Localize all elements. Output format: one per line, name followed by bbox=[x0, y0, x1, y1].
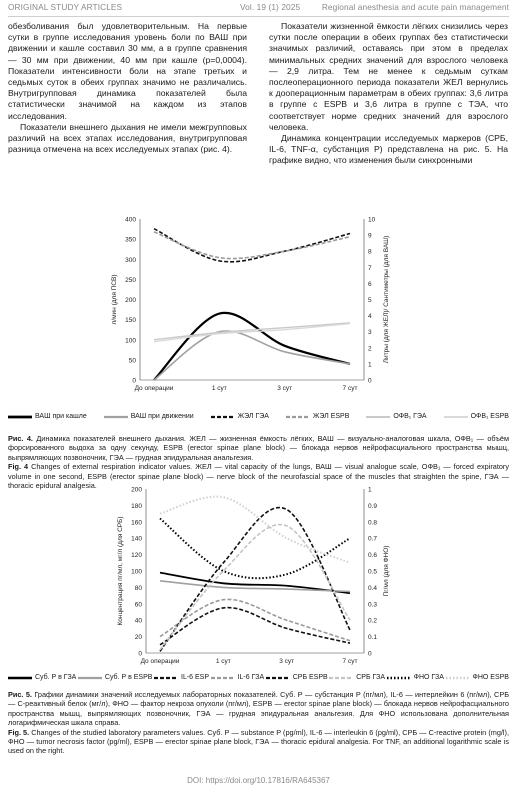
y2-tick-label: 0.2 bbox=[368, 617, 378, 625]
y2-tick-label: 7 bbox=[368, 264, 372, 272]
y2-tick-label: 0.3 bbox=[368, 601, 378, 609]
figure-5-caption bbox=[8, 690, 509, 756]
legend-label: ВАШ при движении bbox=[130, 413, 194, 420]
paragraph: обезболивания был удовлетворительным. На первые сутки в группе исследования уровень боли по ВАШ при движении и кашле составил 30 мм, а в группе сравнения — 30 мм при движении, 40 мм при кашле (p=0,0004). Показатели интенсивности боли на этапе третьих и седьмых суток в обеих группах значимо не различались. Внутригрупповая динамика показателей была статистически значимой на каждом из этапов исследования. bbox=[8, 21, 247, 121]
legend-item bbox=[211, 413, 269, 420]
series-line bbox=[160, 608, 350, 645]
series-line bbox=[154, 313, 350, 380]
x-tick-label: 7 сут bbox=[342, 658, 358, 665]
y2-tick-label: 0.1 bbox=[368, 634, 378, 642]
y-tick-label: 80 bbox=[134, 584, 142, 592]
x-tick-label: До операции bbox=[134, 385, 174, 392]
legend-swatch bbox=[8, 414, 32, 420]
figure-5-chart bbox=[0, 485, 517, 673]
x-tick-label: 1 сут bbox=[215, 658, 231, 665]
y-tick-label: 100 bbox=[125, 337, 136, 345]
y2-tick-label: 2 bbox=[368, 345, 372, 353]
legend-swatch bbox=[211, 414, 235, 420]
legend-swatch bbox=[366, 414, 390, 420]
legend-swatch bbox=[8, 675, 32, 681]
y-tick-label: 20 bbox=[134, 634, 142, 642]
y2-tick-label: 9 bbox=[368, 232, 372, 240]
y-tick-label: 140 bbox=[131, 535, 142, 543]
legend-swatch bbox=[446, 675, 470, 681]
y-tick-label: 120 bbox=[131, 552, 142, 560]
figure-4-caption bbox=[8, 434, 509, 490]
legend-swatch bbox=[286, 414, 310, 420]
y-tick-label: 60 bbox=[134, 601, 142, 609]
series-line bbox=[154, 232, 350, 259]
y-tick-label: 250 bbox=[125, 276, 136, 284]
y-tick-label: 160 bbox=[131, 519, 142, 527]
legend-item bbox=[154, 674, 209, 681]
y2-axis-title: Пг/мл (для ФНО) bbox=[383, 545, 390, 597]
running-header bbox=[8, 2, 509, 14]
legend-item bbox=[78, 674, 153, 681]
paragraph: Динамика концентрации исследуемых маркеров (СРБ, IL-6, TNF-α, субстанция Р) представлена на рис. 5. На графике видно, что изменения были синхронными bbox=[269, 133, 508, 166]
series-line bbox=[160, 519, 350, 579]
y2-tick-label: 0 bbox=[368, 377, 372, 385]
y2-tick-label: 5 bbox=[368, 297, 372, 304]
legend-item bbox=[446, 674, 509, 681]
legend-item bbox=[8, 413, 87, 420]
legend-label: ОФВ₁ ГЭА bbox=[393, 413, 427, 420]
series-line bbox=[160, 599, 350, 640]
y2-tick-label: 0 bbox=[368, 650, 372, 658]
y-tick-label: 300 bbox=[125, 256, 136, 264]
x-tick-label: До операции bbox=[140, 658, 180, 665]
y-tick-label: 200 bbox=[125, 297, 136, 304]
legend-label: Суб. Р в ГЗА bbox=[35, 674, 77, 681]
legend-swatch bbox=[266, 675, 290, 681]
figure-5-legend bbox=[8, 674, 509, 681]
legend-label: ВАШ при кашле bbox=[35, 413, 87, 420]
y2-tick-label: 0.6 bbox=[368, 552, 378, 560]
y-tick-label: 50 bbox=[128, 357, 136, 365]
legend-swatch bbox=[154, 675, 178, 681]
legend-item bbox=[8, 674, 76, 681]
y-tick-label: 350 bbox=[125, 236, 136, 244]
legend-label: СРБ ESPB bbox=[292, 674, 328, 681]
x-tick-label: 3 сут bbox=[277, 385, 293, 392]
paragraph: Показатели жизненной ёмкости лёгких снизились через сутки после операции в обеих группах без статистически значимых различий, оставаясь при этом в пределах минимальных средних значений для взрослого человека — 2,9 литра. Тем не менее к седьмым суткам послеоперационного периода показатели ЖЕЛ вернулись к дооперационным параметрам в обеих группах: 3,6 литра в группе с ESPB и 3,6 литра в группе с ТЭА, что соответствует норме средних значений для взрослого человека. bbox=[269, 21, 508, 132]
series-line bbox=[160, 508, 350, 652]
legend-item bbox=[104, 413, 194, 420]
series-line bbox=[160, 581, 350, 592]
doi-footer: DOI: https://doi.org/10.17816/RA645367 bbox=[187, 776, 330, 785]
legend-label: Суб. Р в ESPB bbox=[104, 674, 153, 681]
volume-label: Vol. 19 (1) 2025 bbox=[240, 2, 301, 12]
legend-item bbox=[329, 674, 385, 681]
y2-tick-label: 6 bbox=[368, 280, 372, 288]
series-line bbox=[160, 497, 350, 563]
y2-tick-label: 4 bbox=[368, 313, 372, 321]
legend-label: ФНО ESPB bbox=[472, 674, 509, 681]
section-label: ORIGINAL STUDY ARTICLES bbox=[8, 2, 123, 12]
y-tick-label: 40 bbox=[134, 617, 142, 625]
y-tick-label: 0 bbox=[138, 650, 142, 658]
legend-swatch bbox=[104, 414, 128, 420]
legend-swatch bbox=[211, 675, 235, 681]
text-column-left bbox=[8, 21, 247, 155]
y2-tick-label: 0.8 bbox=[368, 519, 378, 527]
legend-item bbox=[366, 413, 426, 420]
legend-item bbox=[444, 413, 509, 420]
legend-item bbox=[286, 413, 349, 420]
y-tick-label: 180 bbox=[131, 502, 142, 510]
text-column-right bbox=[269, 21, 508, 167]
caption-ru: Рис. 4. Динамика показателей внешнего дыхания. ЖЕЛ — жизненная ёмкость лёгких, ВАШ — визуально-аналоговая шкала, ОФВ₁ — объём форсированного выдоха за одну секунду, ESPB (erector spinae plane block) — блокада нервов нейрофасциального пространства мышц, выпрямляющих позвоночник, ГЭА — грудная эпидуральная анальгезия. bbox=[8, 434, 509, 462]
paragraph: Показатели внешнего дыхания не имели межгрупповых различий на всех этапах исследования, внутригрупповая разница отмечена на всех исследуемых этапах (рис. 4). bbox=[8, 121, 247, 155]
legend-label: ФНО ГЗА bbox=[413, 674, 444, 681]
legend-item bbox=[266, 674, 328, 681]
y2-tick-label: 1 bbox=[368, 486, 372, 494]
caption-ru: Рис. 5. Графики динамики значений исследуемых лабораторных показателей. Суб. Р — субстанция Р (пг/мл), IL-6 — интерлейкин 6 (пг/мл), СРБ — С-реактивный белок (мг/л), ФНО — фактор некроза опухоли (пг/мл), ESPB — erector spinae plane block) — блокада нервов нейрофасциального пространства мышц, выпрямляющих позвоночник, ГЭА — грудная эпидуральная анальгезия. Для ФНО использована дополнительная логарифмическая шкала справа. bbox=[8, 690, 509, 728]
caption-en: Fig. 5. Changes of the studied laboratory parameters values. Суб. Р — substance P (pg/ml), IL-6 — interleukin 6 (pg/ml), СРБ — C-reactive protein (mg/l), ФНО — tumor necrosis factor (pg/ml), ESPB — erector spinae plane block, ГЭА — thoracic epidural analgesia. For TNF, an additional logarithmic scale is used on the right. bbox=[8, 727, 509, 756]
legend-swatch bbox=[78, 675, 102, 681]
figure-4-legend bbox=[8, 413, 509, 420]
y-tick-label: 100 bbox=[131, 568, 142, 576]
y2-tick-label: 10 bbox=[368, 216, 376, 224]
legend-label: ЖЭЛ ESPB bbox=[312, 413, 350, 420]
y-tick-label: 150 bbox=[125, 317, 136, 325]
header-divider bbox=[8, 16, 509, 17]
series-line bbox=[154, 324, 350, 342]
legend-item bbox=[387, 674, 444, 681]
y-tick-label: 0 bbox=[132, 377, 136, 385]
legend-item bbox=[211, 674, 265, 681]
y-tick-label: 400 bbox=[125, 216, 136, 224]
journal-label: Regional anesthesia and acute pain management bbox=[321, 2, 509, 12]
y2-tick-label: 8 bbox=[368, 248, 372, 256]
y2-tick-label: 0.5 bbox=[368, 568, 378, 576]
y2-tick-label: 0.4 bbox=[368, 584, 378, 592]
y-axis-title: Концентрация пг/мл, мг/л (для СРБ) bbox=[117, 516, 124, 626]
x-tick-label: 7 сут bbox=[342, 385, 358, 392]
y2-tick-label: 0.7 bbox=[368, 535, 378, 543]
legend-swatch bbox=[329, 675, 353, 681]
legend-label: ОФВ₁ ESPB bbox=[470, 413, 509, 420]
legend-label: СРБ ГЗА bbox=[356, 674, 386, 681]
figure-4-chart bbox=[0, 212, 517, 412]
x-tick-label: 1 сут bbox=[211, 385, 227, 392]
y2-axis-title: Литры (для ЖЕЛ)/ Сантиметры (для ВАШ) bbox=[383, 235, 390, 364]
y2-tick-label: 1 bbox=[368, 361, 372, 369]
y-tick-label: 200 bbox=[131, 486, 142, 494]
legend-swatch bbox=[387, 675, 411, 681]
y2-tick-label: 0.9 bbox=[368, 502, 378, 510]
legend-swatch bbox=[444, 414, 468, 420]
legend-label: ЖЭЛ ГЭА bbox=[237, 413, 269, 420]
legend-label: IL-6 ГЗА bbox=[237, 674, 265, 681]
y-axis-title: л/мин (для ПСВ) bbox=[111, 274, 118, 325]
x-tick-label: 3 сут bbox=[279, 658, 295, 665]
y2-tick-label: 3 bbox=[368, 329, 372, 337]
caption-en: Fig. 4 Changes of external respiration indicator values. ЖЕЛ — vital capacity of the lungs, ВАШ — visual analogue scale, ОФВ₁ — forced expiratory volume in one second, ESPB (erector spinae plane block) — nerve block of the neurofascial space of the muscles that straighten the spine, ГЭА — thoracic epidural analgesia. bbox=[8, 462, 509, 491]
legend-label: IL-6 ESP bbox=[181, 674, 210, 681]
